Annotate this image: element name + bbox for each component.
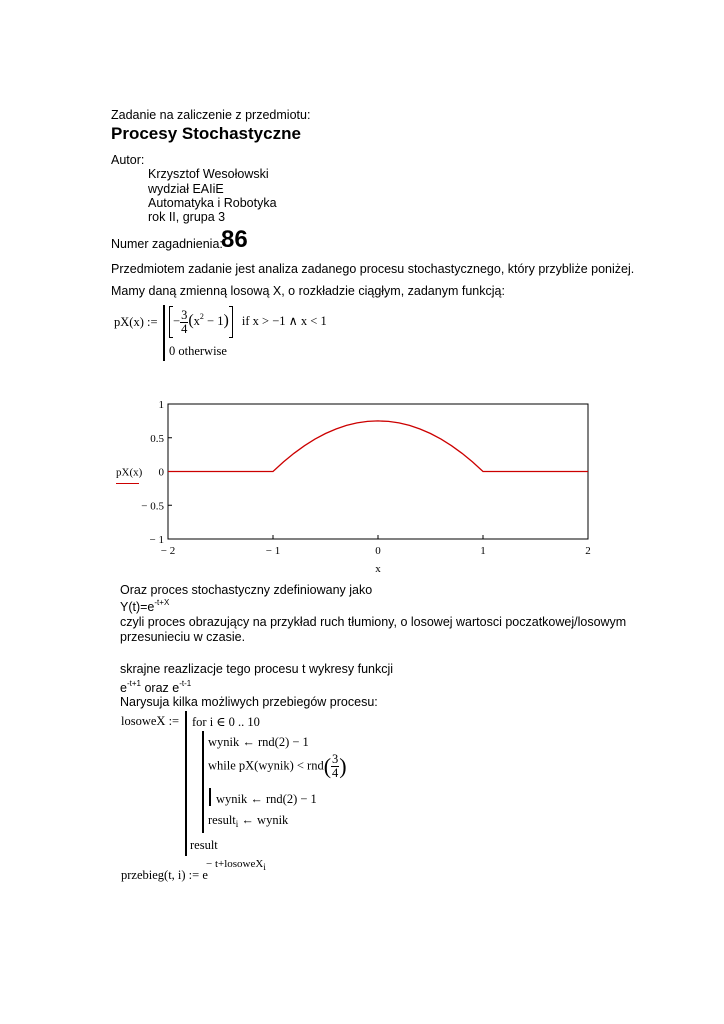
program-lhs: losoweX := xyxy=(121,714,180,728)
program-line-3: wynik ← rnd(2) − 1 xyxy=(216,792,317,806)
author-name: Krzysztof Wesołowski xyxy=(148,167,269,181)
x-tick-label: 0 xyxy=(375,545,381,557)
paragraph-damped-1: czyli proces obrazujący na przykład ruch tłumiony, o losowej wartosci poczatkowej/losowym xyxy=(120,615,627,629)
formula-px-lhs: pX(x) := xyxy=(114,315,158,329)
y-tick-label: 0.5 xyxy=(150,432,164,445)
paragraph-intro: Przedmiotem zadanie jest analiza zadanego procesu stochastycznego, który przybliże poniżej. xyxy=(111,262,635,276)
paragraph-extremes: skrajne reazlizacje tego procesu t wykresy funkcji xyxy=(120,662,394,676)
y-axis-label: pX(x) xyxy=(116,466,143,479)
x-axis-label: x xyxy=(375,563,381,575)
formula-px-otherwise: 0 otherwise xyxy=(169,344,227,358)
program-result-assign: result$_i$ ← wynik xyxy=(208,813,289,829)
paragraph-process: Oraz proces stochastyczny zdefiniowany jako xyxy=(120,583,373,597)
formula-px-case1: − $\frac{3}{4}$ $(x^2 - 1)$ if x > −1 ∧ x < 1 xyxy=(169,306,327,336)
x-tick-label: 1 xyxy=(480,545,486,557)
program-while: while pX(wynik) < rnd( $\frac{3}{4}$ ) xyxy=(208,752,347,780)
y-tick-label: 0 xyxy=(158,466,164,479)
program-bar-for xyxy=(202,731,204,833)
author-label: Autor: xyxy=(111,153,145,167)
paragraph-variable: Mamy daną zmienną losową X, o rozkładzie ciągłym, zadanym funkcją: xyxy=(111,284,505,298)
x-tick-label: − 1 xyxy=(265,545,281,557)
series-line-px xyxy=(168,421,588,472)
y-tick-label: 1 xyxy=(158,399,164,411)
przebieg-lhs: przebieg(t, i) := e xyxy=(121,868,208,882)
program-bar-outer xyxy=(185,711,187,856)
program-return: result xyxy=(190,838,218,852)
author-year: rok II, grupa 3 xyxy=(148,210,226,224)
x-tick-label: − 2 xyxy=(160,545,176,557)
number-value: 86 xyxy=(221,226,248,253)
przebieg-exponent: − t+losoweX$_i$ xyxy=(206,858,266,872)
y-tick-label: − 1 xyxy=(149,534,164,546)
intro-text: Zadanie na zaliczenie z przedmiotu: xyxy=(111,108,311,122)
y-tick-label: − 0.5 xyxy=(141,500,164,513)
program-for: for i ∈ 0 .. 10 xyxy=(192,715,260,729)
number-label: Numer zagadnienia: xyxy=(111,237,223,251)
x-tick-label: 2 xyxy=(585,545,591,557)
page-title: Procesy Stochastyczne xyxy=(111,124,301,143)
process-definition: $Y(t)=e^{-t+X}$ xyxy=(120,598,170,614)
author-field: Automatyka i Robotyka xyxy=(148,196,277,210)
program-line-1: wynik ← rnd(2) − 1 xyxy=(208,735,309,749)
paragraph-damped-2: przesunieciu w czasie. xyxy=(120,630,246,644)
paragraph-draw: Narysuja kilka możliwych przebiegów procesu: xyxy=(120,695,378,709)
program-bar-while xyxy=(209,788,211,806)
author-faculty: wydział EAIiE xyxy=(148,182,224,196)
extreme-functions: $e^{-t+1}$ oraz $e^{-t-1}$ xyxy=(120,679,192,695)
